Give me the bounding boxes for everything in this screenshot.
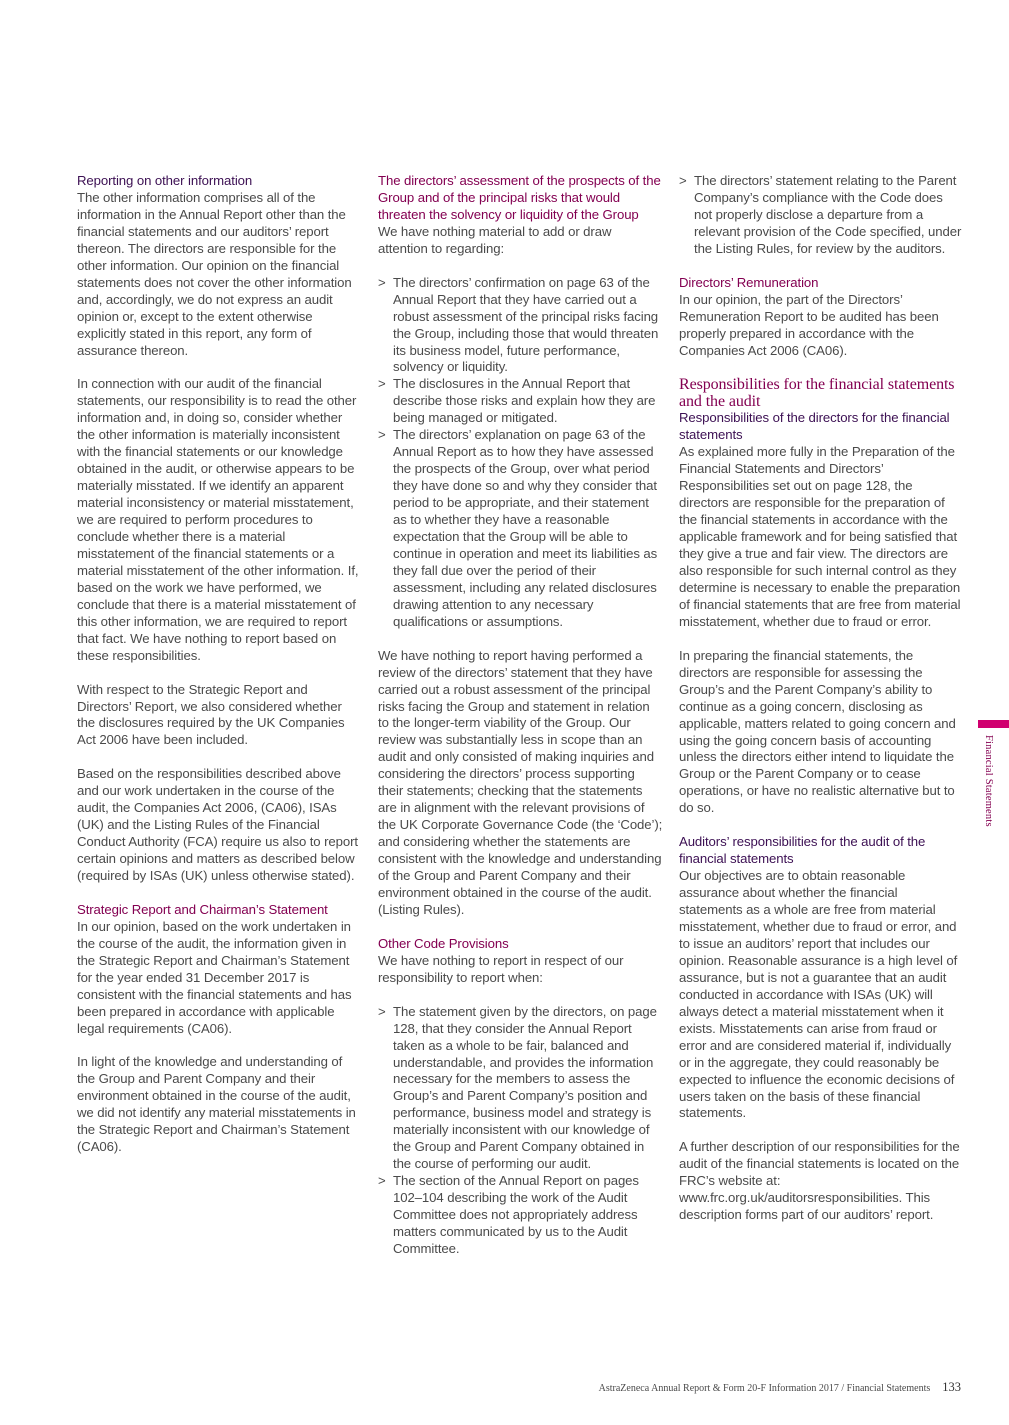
page-number: 133 <box>942 1380 961 1394</box>
strategic-section <box>77 902 362 1038</box>
bullet-arrow-icon: > <box>378 1003 386 1019</box>
directors-responsibilities-heading: Responsibilities of the directors for the financial statements <box>679 410 950 443</box>
reporting-section <box>77 173 362 359</box>
prospects-paragraph-2: We have nothing to report having performed a review of the directors’ statement that they have carried out a robust assessment of the principal risks facing the Group and statement in relation to the longer-term viability of the Group. Our review was substantially less in scope than an audit and only consisted of making inquiries and considering the directors’ process supporting their statements; checking that the statements are in alignment with the relevant provisions of the UK Corporate Governance Code (the ‘Code’); and considering whether the statements are consistent with the knowledge and understanding of the Group and Parent Company and their environment obtained in the course of the audit. (Listing Rules). <box>378 647 663 917</box>
prospects-intro: We have nothing material to add or draw attention to regarding: <box>378 223 612 256</box>
bullet-arrow-icon: > <box>378 376 386 392</box>
other-code-section <box>378 936 663 987</box>
strategic-paragraph-1: In our opinion, based on the work undertaken in the course of the audit, the information given in the Strategic Report and Chairman’s Statement for the year ended 31 December 2017 is consistent with the financial statements and has been prepared in accordance with applicable legal requirements (CA06). <box>77 918 352 1036</box>
section-tab-marker <box>978 720 1009 728</box>
prospects-section <box>378 173 663 258</box>
reporting-paragraph-4: Based on the responsibilities described above and our work undertaken in the course of the audit, the Companies Act 2006, (CA06), ISAs (UK) and the Listing Rules of the Financial Conduct Authority (FCA) require us also to report certain opinions and matters as described below (required by ISAs (UK) unless otherwise stated). <box>77 766 358 884</box>
bullet-arrow-icon: > <box>679 173 687 188</box>
auditors-responsibilities-heading: Auditors’ responsibilities for the audit of the financial statements <box>679 834 926 867</box>
other-code-heading: Other Code Provisions <box>378 935 509 951</box>
bullet-arrow-icon: > <box>378 274 386 290</box>
code-continued-bullet-list <box>679 173 964 258</box>
reporting-paragraph-3: With respect to the Strategic Report and Directors’ Report, we also considered whether the disclosures required by the UK Companies Act 2006 have been included. <box>77 681 345 748</box>
remuneration-section <box>679 275 964 360</box>
prospects-bullet-list <box>378 275 663 631</box>
other-code-intro: We have nothing to report in respect of our responsibility to report when: <box>378 952 624 985</box>
reporting-paragraph-1: The other information comprises all of the information in the Annual Report other than the financial statements and our auditors’ report thereon. The directors are responsible for the other information. Our opinion on the financial statements does not cover the other information and, accordingly, we do not express an audit opinion or, except to the extent otherwise explicitly stated in this report, any form of assurance thereon. <box>77 189 352 358</box>
directors-responsibilities-paragraph-1: As explained more fully in the Preparation of the Financial Statements and Directors’ Responsibilities set out on page 128, the directors are responsible for the preparation of the financial statements in accordance with the applicable framework and for being satisfied that they give a true and fair view. The directors are also responsible for such internal control as they determine is necessary to enable the preparation of financial statements that are free from material misstatement, whether due to fraud or error. <box>679 444 961 629</box>
remuneration-heading: Directors’ Remuneration <box>679 274 819 290</box>
column-left <box>77 173 362 1173</box>
responsibilities-section-title: Responsibilities for the financial statements and the audit <box>679 376 955 411</box>
list-item: > The disclosures in the Annual Report that describe those risks and explain how they are being managed or mitigated. <box>378 376 656 426</box>
list-item: > The directors’ explanation on page 63 of the Annual Report as to how they have assessed the prospects of the Group, over what period they have done so and why they consider that period to be appropriate, and their statement as to whether they have a reasonable expectation that the Group will be able to continue in operation and meet its liabilities as they fall due over the period of their assessment, including any related disclosures drawing attention to any necessary qualifications or assumptions. <box>378 427 658 629</box>
prospects-heading: The directors’ assessment of the prospects of the Group and of the principal risks that would threaten the solvency or liquidity of the Group <box>378 173 661 222</box>
bullet-arrow-icon: > <box>378 1173 386 1189</box>
remuneration-paragraph-1: In our opinion, the part of the Directors’ Remuneration Report to be audited has been properly prepared in accordance with the Companies Act 2006 (CA06). <box>679 291 939 358</box>
bullet-arrow-icon: > <box>378 427 386 443</box>
auditors-responsibilities-section <box>679 834 964 1122</box>
other-code-bullet-list <box>378 1004 663 1258</box>
section-tab-label: Financial Statements <box>983 735 994 827</box>
column-right <box>679 173 964 1241</box>
list-item: > The statement given by the directors, on page 128, that they consider the Annual Report taken as a whole to be fair, balanced and understandable, and provides the information necessary for the members to assess the Group’s and Parent Company’s position and performance, business model and strategy is materially inconsistent with our knowledge of the Group and Parent Company obtained in the course of performing our audit. <box>378 1003 657 1172</box>
auditors-responsibilities-paragraph-1: Our objectives are to obtain reasonable assurance about whether the financial statements as a whole are free from material misstatement, whether due to fraud or error, and to issue an auditors’ report that includes our opinion. Reasonable assurance is a high level of assurance, but is not a guarantee that an audit conducted in accordance with ISAs (UK) will always detect a material misstatement when it exists. Misstatements can arise from fraud or error and are considered material if, individually or in the aggregate, they could reasonably be expected to influence the economic decisions of users taken on the basis of these financial statements. <box>679 868 958 1121</box>
strategic-heading: Strategic Report and Chairman’s Statement <box>77 901 328 917</box>
reporting-heading: Reporting on other information <box>77 173 253 188</box>
page-footer <box>599 1380 961 1395</box>
list-item: > The section of the Annual Report on pages 102–104 describing the work of the Audit Committee does not appropriately address matters communicated by us to the Audit Committee. <box>378 1173 639 1256</box>
auditors-responsibilities-paragraph-2: A further description of our responsibilities for the audit of the financial statements is located on the FRC’s website at: www.frc.org.uk/auditorsresponsibilities. This description forms part of our auditors’ report. <box>679 1139 960 1223</box>
strategic-paragraph-2: In light of the knowledge and understanding of the Group and Parent Company and their environment obtained in the course of the audit, we did not identify any material misstatements in the Strategic Report and Chairman’s Statement (CA06). <box>77 1054 356 1155</box>
footer-title: AstraZeneca Annual Report & Form 20-F Information 2017 / Financial Statements <box>598 1383 931 1394</box>
list-item: > The directors’ statement relating to the Parent Company’s compliance with the Code does not properly disclose a departure from a relevant provision of the Code specified, under the Listing Rules, for review by the auditors. <box>679 173 962 256</box>
directors-responsibilities-section <box>679 410 964 630</box>
column-middle <box>378 173 663 1275</box>
directors-responsibilities-paragraph-2: In preparing the financial statements, the directors are responsible for assessing the Group’s and the Parent Company’s ability to continue as a going concern, disclosing as applicable, matters related to going concern and using the going concern basis of accounting unless the directors either intend to liquidate the Group or the Parent Company or to cease operations, or have no realistic alternative but to do so. <box>679 647 956 816</box>
reporting-paragraph-2: In connection with our audit of the financial statements, our responsibility is to read the other information and, in doing so, consider whether the other information is materially inconsistent with the financial statements or our knowledge obtained in the audit, or otherwise appears to be materially misstated. If we identify an apparent material inconsistency or material misstatement, we are required to perform procedures to conclude whether there is a material misstatement of the financial statements or a material misstatement of the other information. If, based on the work we have performed, we conclude that there is a material misstatement of this other information, we are required to report that fact. We have nothing to report based on these responsibilities. <box>77 376 359 663</box>
list-item: > The directors’ confirmation on page 63 of the Annual Report that they have carried out a robust assessment of the principal risks facing the Group, including those that would threaten its business model, future performance, solvency or liquidity. <box>378 274 659 375</box>
